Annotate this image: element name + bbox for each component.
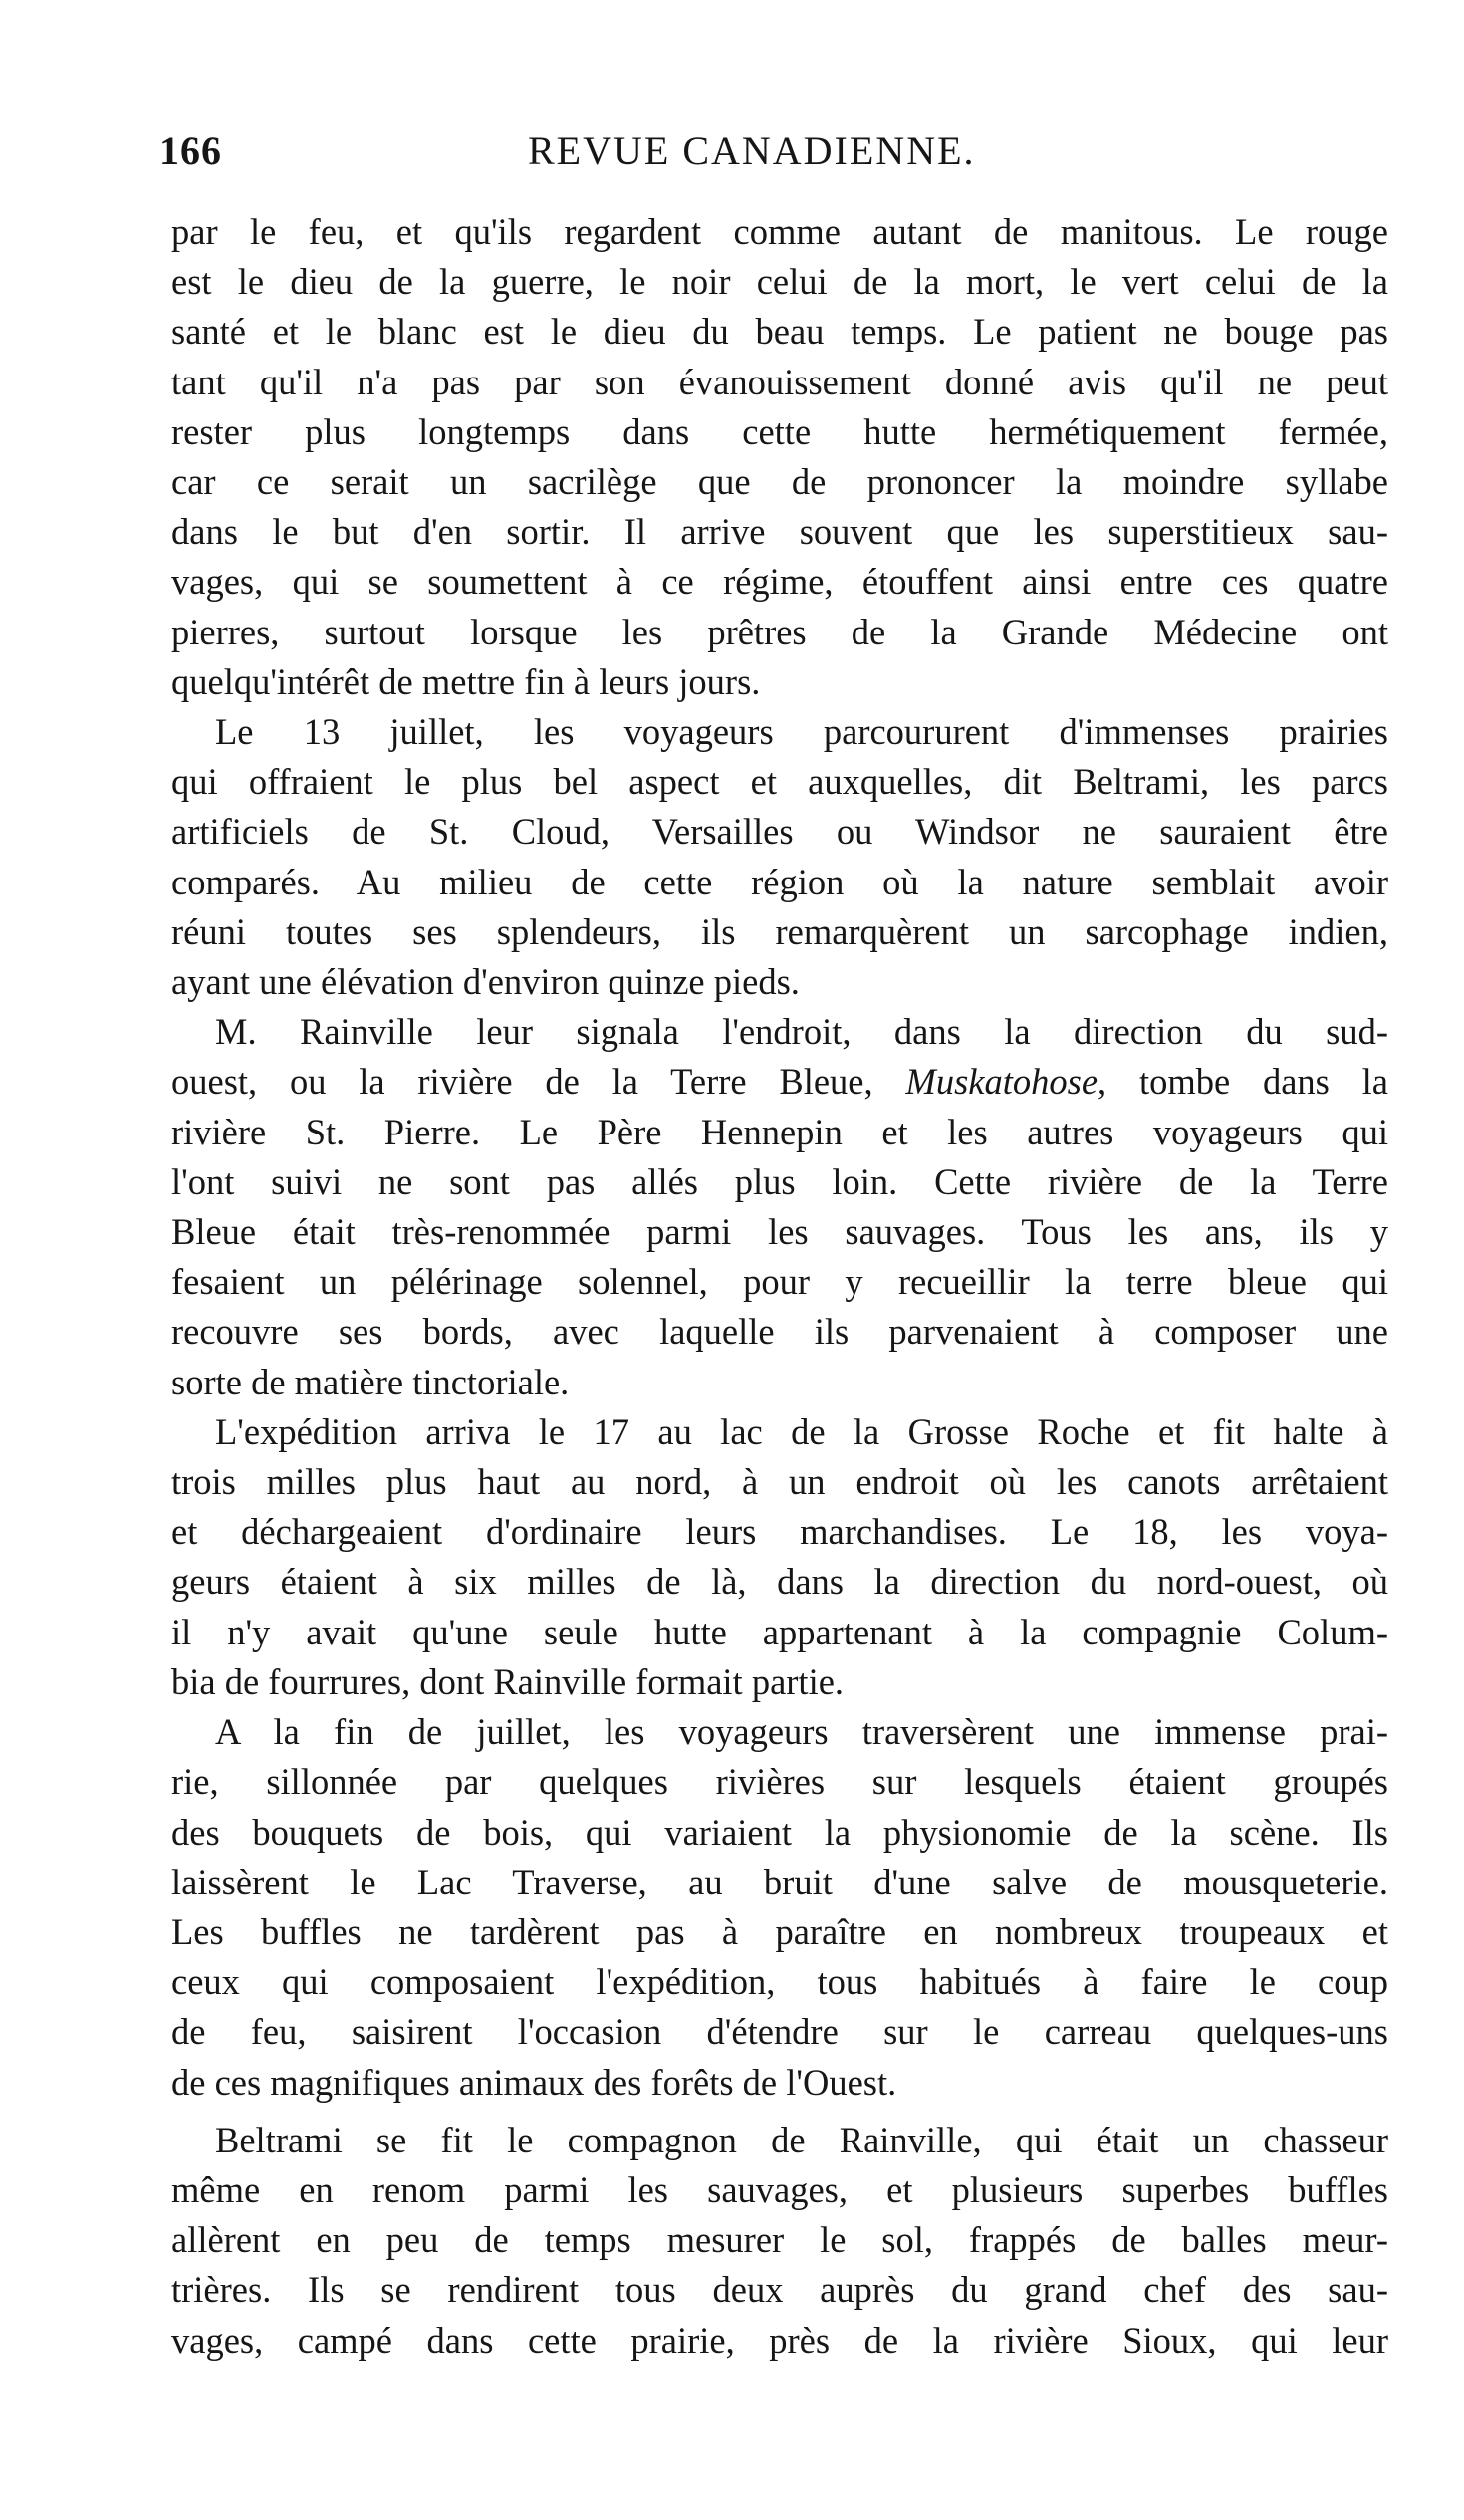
text-fragment: , tombe dans la [1098,1061,1388,1103]
text-line: trois milles plus haut au nord, à un endroit où les canots arrêtaient [171,1461,1388,1503]
text-fragment: ouest, ou la rivière de la Terre Bleue, [171,1061,906,1103]
text-line: réuni toutes ses splendeurs, ils remarquèrent un sarcophage indien, [171,910,1388,952]
text-line: il n'y avait qu'une seule hutte appartenant à la compagnie Colum- [171,1611,1388,1652]
text-line: comparés. Au milieu de cette région où la nature semblait avoir [171,861,1388,902]
text-line: fesaient un pélérinage solennel, pour y recueillir la terre bleue qui [171,1261,1388,1303]
text-line: laissèrent le Lac Traverse, au bruit d'une salve de mousqueterie. [171,1861,1388,1902]
text-line: sorte de matière tinctoriale. [171,1361,570,1402]
italic-river-name: Muskatohose [905,1061,1098,1103]
text-line: car ce serait un sacrilège que de prononcer la moindre syllabe [171,461,1388,503]
text-line: Bleue était très-renommée parmi les sauvages. Tous les ans, ils y [171,1211,1388,1253]
text-line: A la fin de juillet, les voyageurs traversèrent une immense prai- [215,1711,1388,1753]
paragraph-3 [171,1007,1388,1407]
text-line: rivière St. Pierre. Le Père Hennepin et les autres voyageurs qui [171,1111,1388,1152]
running-head: REVUE CANADIENNE. [528,128,976,173]
text-line: qui offraient le plus bel aspect et auxquelles, dit Beltrami, les parcs [171,761,1388,803]
text-line: pierres, surtout lorsque les prêtres de la Grande Médecine ont [171,611,1388,652]
text-line: L'expédition arriva le 17 au lac de la Grosse Roche et fit halte à [215,1410,1388,1452]
paragraph-5 [171,1707,1388,2108]
text-line: est le dieu de la guerre, le noir celui de la mort, le vert celui de la [171,261,1388,303]
text-line: geurs étaient à six milles de là, dans la direction du nord-ouest, où [171,1561,1388,1603]
paragraph-1 [171,207,1388,707]
text-line: tant qu'il n'a pas par son évanouissement donné avis qu'il ne peut [171,361,1388,402]
text-line: artificiels de St. Cloud, Versailles ou Windsor ne sauraient être [171,811,1388,853]
text-line [171,1057,1388,1107]
text-line: des bouquets de bois, qui variaient la physionomie de la scène. Ils [171,1811,1388,1853]
text-line: même en renom parmi les sauvages, et plusieurs superbes buffles [171,2168,1388,2210]
text-line: de ces magnifiques animaux des forêts de l'Ouest. [171,2061,897,2103]
body-text [171,207,1388,2366]
text-line: allèrent en peu de temps mesurer le sol, frappés de balles meur- [171,2219,1388,2261]
text-line: vages, qui se soumettent à ce régime, étouffent ainsi entre ces quatre [171,561,1388,603]
paragraph-4 [171,1407,1388,1707]
text-line: rie, sillonnée par quelques rivières sur lesquels étaient groupés [171,1761,1388,1803]
paragraph-6 [171,2116,1388,2366]
text-line: quelqu'intérêt de mettre fin à leurs jours. [171,660,761,702]
paragraph-2 [171,707,1388,1007]
text-line: M. Rainville leur signala l'endroit, dans la direction du sud- [215,1011,1388,1053]
text-line: rester plus longtemps dans cette hutte hermétiquement fermée, [171,410,1388,452]
text-line: Beltrami se fit le compagnon de Rainville, qui était un chasseur [215,2119,1388,2160]
text-line: Les buffles ne tardèrent pas à paraître en nombreux troupeaux et [171,1910,1388,1952]
page-header [159,127,1394,187]
text-line: ayant une élévation d'environ quinze pieds. [171,961,800,1003]
text-line: l'ont suivi ne sont pas allés plus loin. Cette rivière de la Terre [171,1160,1388,1202]
text-line: vages, campé dans cette prairie, près de la rivière Sioux, qui leur [171,2319,1388,2361]
page-number: 166 [159,128,222,173]
text-line: ceux qui composaient l'expédition, tous habitués à faire le coup [171,1961,1388,2003]
text-line: de feu, saisirent l'occasion d'étendre sur le carreau quelques-uns [171,2011,1388,2053]
text-line: et déchargeaient d'ordinaire leurs marchandises. Le 18, les voya- [171,1511,1388,1553]
text-line: trières. Ils se rendirent tous deux auprès du grand chef des sau- [171,2269,1388,2311]
text-line: par le feu, et qu'ils regardent comme autant de manitous. Le rouge [171,211,1388,252]
text-line: recouvre ses bords, avec laquelle ils parvenaient à composer une [171,1311,1388,1353]
text-line: santé et le blanc est le dieu du beau temps. Le patient ne bouge pas [171,311,1388,353]
text-line: dans le but d'en sortir. Il arrive souvent que les superstitieux sau- [171,511,1388,553]
text-line: bia de fourrures, dont Rainville formait partie. [171,1660,845,1702]
text-line: Le 13 juillet, les voyageurs parcoururent d'immenses prairies [215,711,1388,753]
